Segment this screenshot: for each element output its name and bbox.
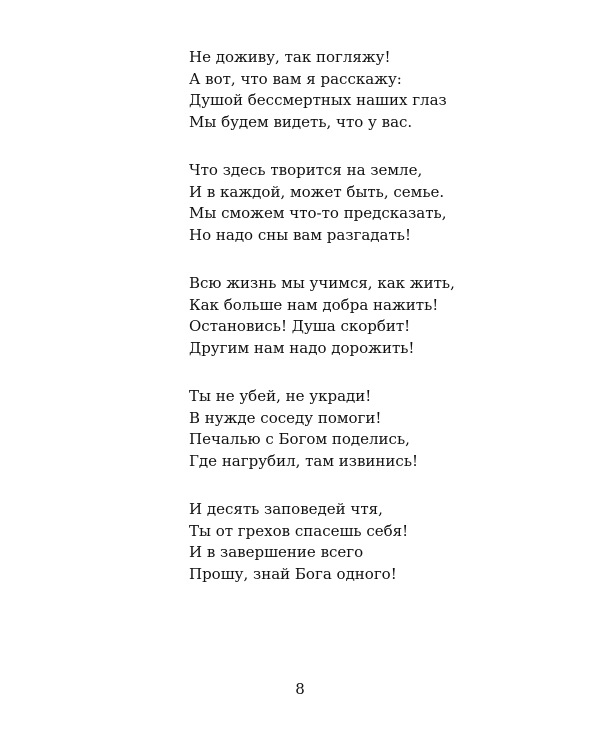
poem-line: И десять заповедей чтя,	[189, 500, 383, 518]
poem-line: Печалью с Богом поделись,	[189, 430, 410, 448]
page-number: 8	[295, 680, 305, 698]
poem-line: Душой бессмертных наших глаз	[189, 91, 447, 109]
stanza	[189, 160, 569, 246]
poem-line: Но надо сны вам разгадать!	[189, 225, 411, 244]
poem-line: Не доживу, так погляжу!	[189, 48, 391, 66]
poem-line: Всю жизнь мы учимся, как жить,	[189, 274, 455, 292]
poem-line: И в каждой, может быть, семье.	[189, 182, 445, 201]
poem-line: Что здесь творится на земле,	[189, 161, 423, 179]
stanza	[189, 499, 569, 585]
poem-line: Мы сможем что-то предсказать,	[189, 204, 447, 222]
poem-line: Ты не убей, не укради!	[189, 387, 372, 405]
poem-line: В нужде соседу помоги!	[189, 408, 382, 427]
poem-line: Как больше нам добра нажить!	[189, 295, 439, 314]
poem-line: Прошу, знай Бога одного!	[189, 564, 397, 583]
stanza	[189, 273, 569, 359]
poem-line: Ты от грехов спасешь себя!	[189, 521, 409, 540]
stanza	[189, 386, 569, 472]
poem-line: И в завершение всего	[189, 543, 364, 561]
poem-line: Остановись! Душа скорбит!	[189, 317, 411, 335]
poem	[189, 47, 569, 612]
stanza	[189, 47, 569, 133]
poem-line: Мы будем видеть, что у вас.	[189, 112, 413, 131]
poem-line: Другим нам надо дорожить!	[189, 338, 415, 357]
poem-line: Где нагрубил, там извинись!	[189, 451, 419, 470]
poem-line: А вот, что вам я расскажу:	[189, 69, 402, 88]
